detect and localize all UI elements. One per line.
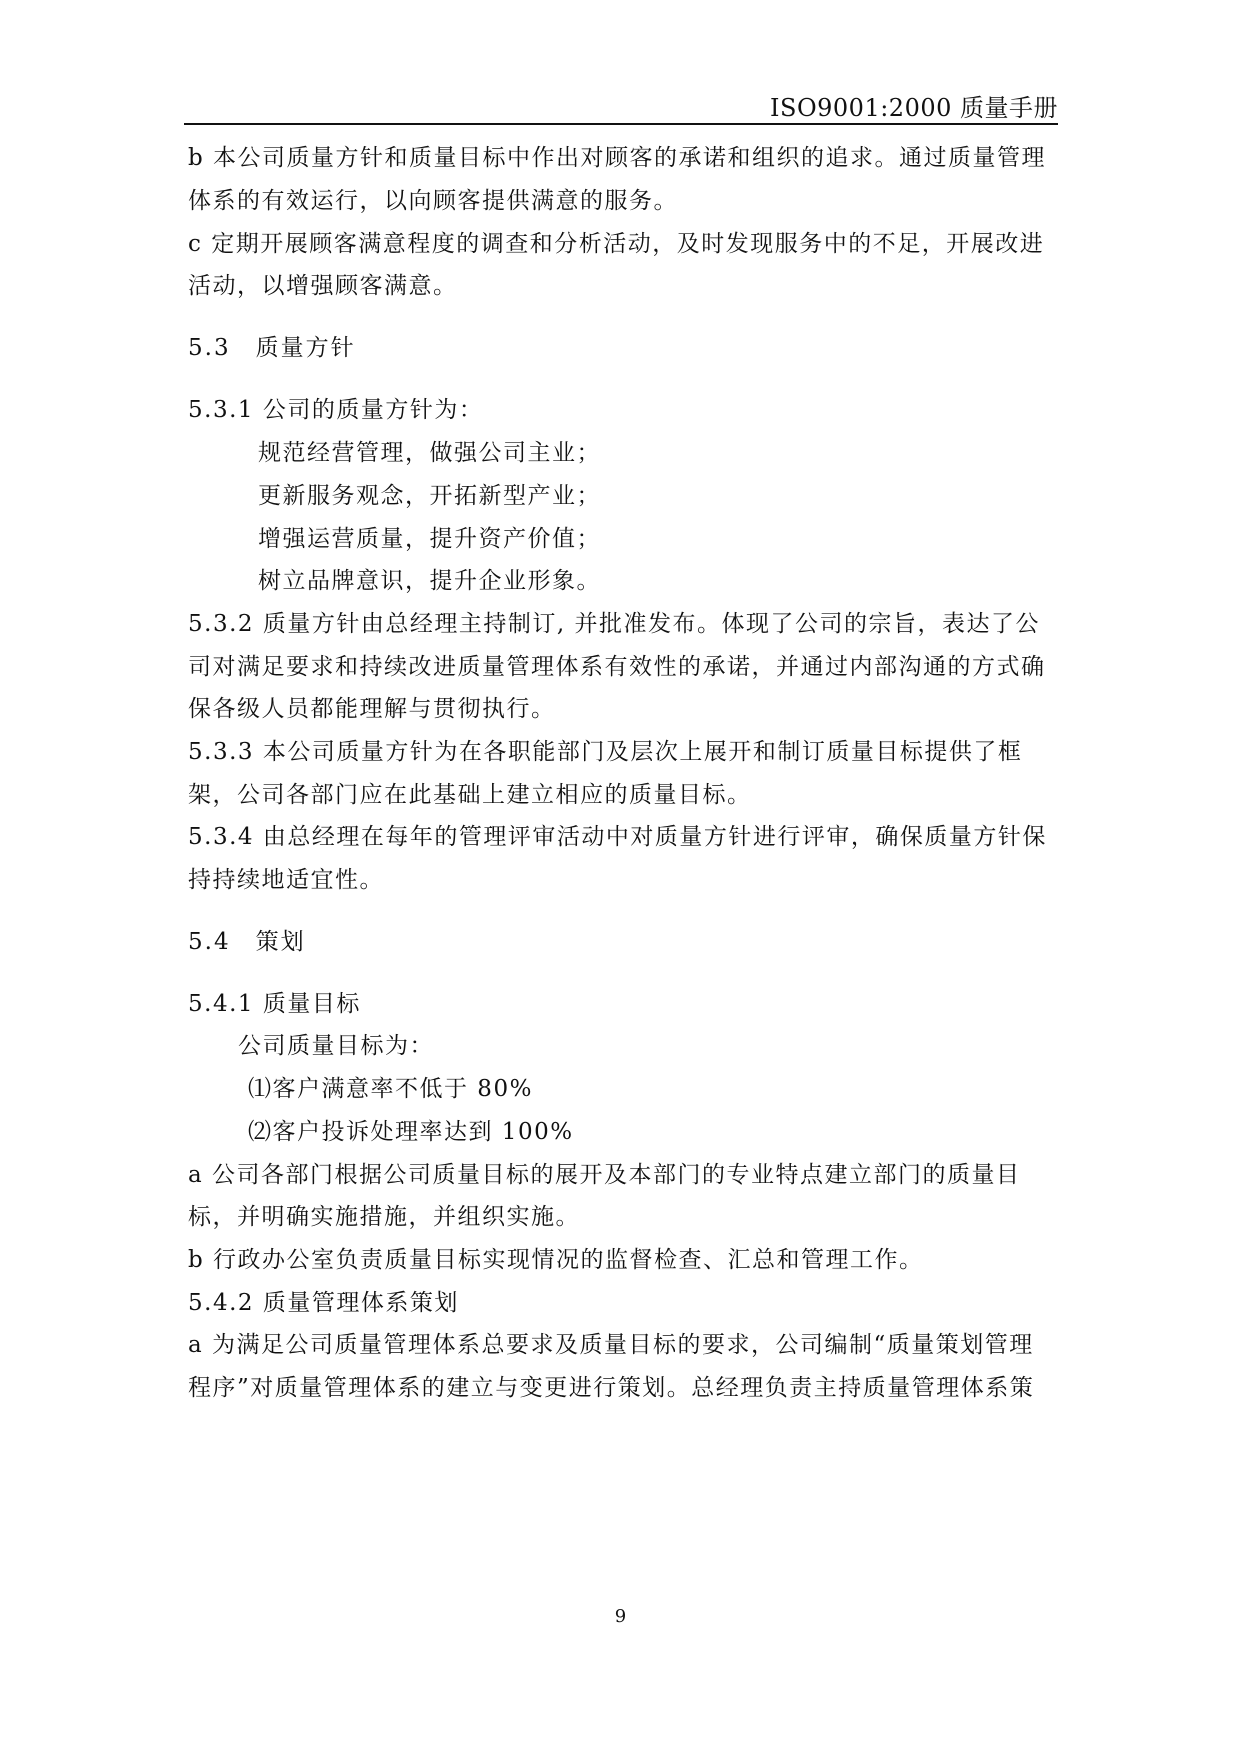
policy-item: 树立品牌意识，提升企业形象。 (258, 568, 601, 594)
text-line: 架，公司各部门应在此基础上建立相应的质量目标。 (188, 782, 752, 808)
section-heading-5-4: 5.4 策划 (188, 929, 306, 955)
text-line: 5.3.3 本公司质量方针为在各职能部门及层次上展开和制订质量目标提供了框 (188, 739, 1023, 765)
objective-item: ⑵客户投诉处理率达到 100% (248, 1119, 574, 1145)
page-number: 9 (614, 1606, 627, 1627)
objective-item: ⑴客户满意率不低于 80% (248, 1076, 533, 1102)
text-line: 程序”对质量管理体系的建立与变更进行策划。总经理负责主持质量管理体系策 (188, 1375, 1035, 1401)
text-line: a 公司各部门根据公司质量目标的展开及本部门的专业特点建立部门的质量目 (188, 1162, 1021, 1188)
policy-item: 更新服务观念，开拓新型产业； (258, 483, 601, 509)
policy-item: 增强运营质量，提升资产价值； (258, 526, 601, 552)
text-line: 持持续地适宜性。 (188, 867, 384, 893)
text-line: 5.4.2 质量管理体系策划 (188, 1290, 459, 1316)
text-line: 保各级人员都能理解与贯彻执行。 (188, 696, 556, 722)
objectives-intro: 公司质量目标为： (238, 1033, 434, 1059)
section-heading-5-3: 5.3 质量方针 (188, 335, 356, 361)
text-line: a 为满足公司质量管理体系总要求及质量目标的要求，公司编制“质量策划管理 (188, 1332, 1034, 1358)
text-line: 5.3.2 质量方针由总经理主持制订, 并批准发布。体现了公司的宗旨，表达了公 (188, 611, 1040, 637)
text-line: 体系的有效运行，以向顾客提供满意的服务。 (188, 188, 678, 214)
policy-item: 规范经营管理，做强公司主业； (258, 440, 601, 466)
header-divider (184, 123, 1058, 125)
text-line: 5.3.4 由总经理在每年的管理评审活动中对质量方针进行评审，确保质量方针保 (188, 824, 1047, 850)
manual-title: ISO9001:2000 质量手册 (770, 94, 1058, 122)
text-line: 标，并明确实施措施，并组织实施。 (188, 1204, 580, 1230)
text-line: b 本公司质量方针和质量目标中作出对顾客的承诺和组织的追求。通过质量管理 (188, 145, 1047, 171)
text-line: 5.3.1 公司的质量方针为： (188, 397, 484, 423)
text-line: 5.4.1 质量目标 (188, 991, 361, 1017)
text-line: 司对满足要求和持续改进质量管理体系有效性的承诺，并通过内部沟通的方式确 (188, 654, 1046, 680)
text-line: c 定期开展顾客满意程度的调查和分析活动，及时发现服务中的不足，开展改进 (188, 231, 1045, 257)
text-line: b 行政办公室负责质量目标实现情况的监督检查、汇总和管理工作。 (188, 1247, 924, 1273)
text-line: 活动，以增强顾客满意。 (188, 273, 458, 299)
